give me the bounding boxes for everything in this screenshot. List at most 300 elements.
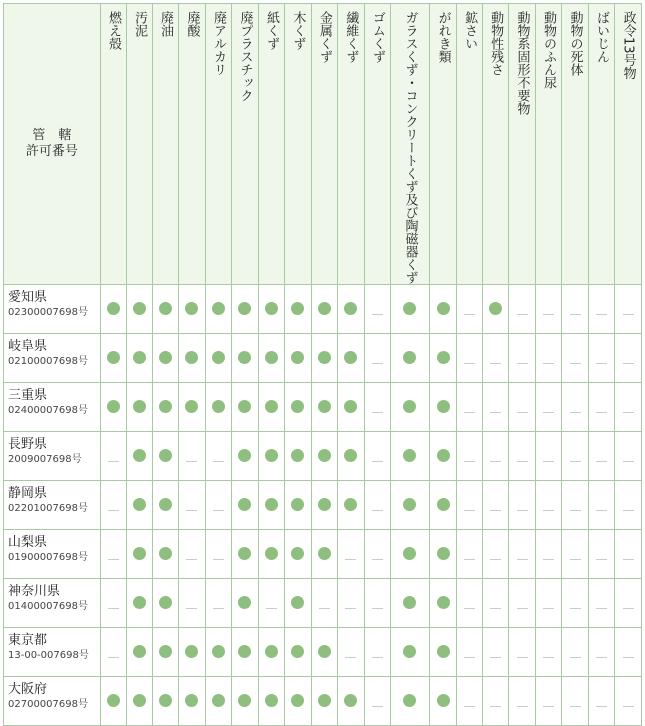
permit-status-cell: [285, 285, 311, 334]
permit-status-cell: [311, 383, 337, 432]
permitted-dot-icon: [403, 351, 416, 364]
permit-status-cell: [205, 628, 231, 677]
permit-status-cell: [179, 285, 205, 334]
permitted-dot-icon: [133, 694, 146, 707]
permit-status-cell: [482, 628, 508, 677]
permit-status-cell: [232, 334, 258, 383]
not-permitted-dash-icon: [543, 412, 554, 413]
not-permitted-dash-icon: [596, 706, 607, 707]
permit-number: 02100007698号: [8, 356, 88, 367]
permit-number: 02700007698号: [8, 699, 88, 710]
permitted-dot-icon: [212, 694, 225, 707]
permit-status-cell: [429, 677, 457, 726]
not-permitted-dash-icon: [464, 510, 475, 511]
prefecture-name: 三重県: [8, 388, 48, 403]
corner-label-permit-number: 許可番号: [25, 144, 78, 159]
permit-status-cell: [152, 530, 178, 579]
permit-status-cell: [311, 285, 337, 334]
permitted-dot-icon: [212, 351, 225, 364]
permit-status-cell: [588, 677, 614, 726]
permit-status-cell: [509, 579, 535, 628]
not-permitted-dash-icon: [570, 608, 581, 609]
category-header: [179, 4, 205, 285]
permitted-dot-icon: [265, 547, 278, 560]
table-row: [4, 481, 642, 530]
permit-status-cell: [535, 383, 561, 432]
permit-status-cell: [588, 579, 614, 628]
category-label: ばいじん: [594, 11, 609, 63]
permitted-dot-icon: [185, 351, 198, 364]
not-permitted-dash-icon: [490, 559, 501, 560]
permitted-dot-icon: [344, 351, 357, 364]
not-permitted-dash-icon: [570, 461, 581, 462]
not-permitted-dash-icon: [345, 559, 356, 560]
permit-status-cell: [535, 432, 561, 481]
permitted-dot-icon: [291, 694, 304, 707]
not-permitted-dash-icon: [570, 314, 581, 315]
permitted-dot-icon: [318, 645, 331, 658]
not-permitted-dash-icon: [623, 363, 634, 364]
permitted-dot-icon: [344, 449, 357, 462]
permit-status-cell: [285, 579, 311, 628]
permit-status-cell: [338, 481, 364, 530]
category-label: 廃油: [158, 11, 173, 37]
permitted-dot-icon: [489, 302, 502, 315]
permit-status-cell: [232, 628, 258, 677]
not-permitted-dash-icon: [213, 461, 224, 462]
not-permitted-dash-icon: [490, 706, 501, 707]
category-header: [562, 4, 588, 285]
permitted-dot-icon: [265, 302, 278, 315]
permitted-dot-icon: [403, 596, 416, 609]
not-permitted-dash-icon: [623, 608, 634, 609]
not-permitted-dash-icon: [490, 608, 501, 609]
not-permitted-dash-icon: [543, 657, 554, 658]
table-row: [4, 285, 642, 334]
permit-status-cell: [179, 432, 205, 481]
permit-status-cell: [429, 285, 457, 334]
prefecture-cell: [4, 432, 101, 481]
permit-status-cell: [509, 628, 535, 677]
permitted-dot-icon: [133, 302, 146, 315]
permit-status-cell: [285, 530, 311, 579]
not-permitted-dash-icon: [345, 657, 356, 658]
permit-status-cell: [562, 677, 588, 726]
permit-status-cell: [338, 628, 364, 677]
category-label: 政令13号物: [620, 11, 636, 80]
permitted-dot-icon: [291, 400, 304, 413]
permit-status-cell: [391, 530, 430, 579]
permit-status-cell: [338, 677, 364, 726]
not-permitted-dash-icon: [596, 461, 607, 462]
permitted-dot-icon: [344, 400, 357, 413]
not-permitted-dash-icon: [596, 314, 607, 315]
permitted-dot-icon: [159, 302, 172, 315]
not-permitted-dash-icon: [543, 608, 554, 609]
permit-status-cell: [338, 579, 364, 628]
permit-status-cell: [457, 432, 482, 481]
not-permitted-dash-icon: [543, 559, 554, 560]
permit-status-cell: [152, 628, 178, 677]
category-header: [457, 4, 482, 285]
permit-number: 01900007698号: [8, 552, 88, 563]
permitted-dot-icon: [133, 498, 146, 511]
permitted-dot-icon: [437, 645, 450, 658]
category-header: [127, 4, 152, 285]
permit-status-cell: [457, 334, 482, 383]
not-permitted-dash-icon: [372, 559, 383, 560]
not-permitted-dash-icon: [570, 706, 581, 707]
not-permitted-dash-icon: [490, 657, 501, 658]
permit-status-cell: [127, 579, 152, 628]
permit-status-cell: [100, 432, 126, 481]
category-label: 動物のふん尿: [541, 11, 557, 89]
permitted-dot-icon: [238, 498, 251, 511]
not-permitted-dash-icon: [623, 559, 634, 560]
not-permitted-dash-icon: [517, 461, 528, 462]
permitted-dot-icon: [185, 302, 198, 315]
not-permitted-dash-icon: [490, 510, 501, 511]
permit-status-cell: [338, 285, 364, 334]
permit-status-cell: [152, 481, 178, 530]
permit-status-cell: [364, 334, 390, 383]
permit-status-cell: [482, 383, 508, 432]
category-header: [285, 4, 311, 285]
permit-status-cell: [285, 383, 311, 432]
permitted-dot-icon: [159, 449, 172, 462]
not-permitted-dash-icon: [596, 363, 607, 364]
permit-status-cell: [258, 432, 284, 481]
permit-status-cell: [285, 481, 311, 530]
category-header: [258, 4, 284, 285]
permit-status-cell: [588, 530, 614, 579]
permit-status-cell: [535, 285, 561, 334]
not-permitted-dash-icon: [319, 608, 330, 609]
not-permitted-dash-icon: [464, 363, 475, 364]
category-header: [311, 4, 337, 285]
permit-status-cell: [391, 285, 430, 334]
prefecture-name: 岐阜県: [8, 339, 48, 354]
permit-status-cell: [615, 628, 642, 677]
permitted-dot-icon: [133, 547, 146, 560]
permit-status-cell: [391, 628, 430, 677]
permit-status-cell: [482, 530, 508, 579]
permit-status-cell: [364, 530, 390, 579]
permit-status-cell: [258, 677, 284, 726]
permit-status-cell: [364, 677, 390, 726]
permitted-dot-icon: [291, 498, 304, 511]
not-permitted-dash-icon: [213, 510, 224, 511]
not-permitted-dash-icon: [108, 657, 119, 658]
prefecture-name: 東京都: [8, 633, 48, 648]
permitted-dot-icon: [437, 694, 450, 707]
permitted-dot-icon: [133, 351, 146, 364]
permitted-dot-icon: [403, 449, 416, 462]
permit-status-cell: [391, 383, 430, 432]
permit-number: 13-00-007698号: [8, 650, 89, 661]
category-label: 繊維くず: [343, 11, 359, 63]
permit-status-cell: [588, 383, 614, 432]
not-permitted-dash-icon: [570, 363, 581, 364]
permit-status-cell: [457, 530, 482, 579]
permit-status-cell: [232, 383, 258, 432]
permitted-dot-icon: [318, 694, 331, 707]
permit-status-cell: [127, 677, 152, 726]
prefecture-cell: [4, 334, 101, 383]
not-permitted-dash-icon: [464, 657, 475, 658]
category-header: [391, 4, 430, 285]
permit-status-cell: [429, 432, 457, 481]
permit-status-cell: [615, 334, 642, 383]
permitted-dot-icon: [437, 400, 450, 413]
category-label: 廃酸: [184, 11, 200, 37]
permit-status-cell: [391, 481, 430, 530]
permit-status-cell: [364, 579, 390, 628]
permit-status-cell: [127, 285, 152, 334]
not-permitted-dash-icon: [464, 706, 475, 707]
not-permitted-dash-icon: [372, 314, 383, 315]
not-permitted-dash-icon: [543, 314, 554, 315]
prefecture-name: 大阪府: [8, 682, 48, 697]
permitted-dot-icon: [133, 449, 146, 462]
permitted-dot-icon: [185, 400, 198, 413]
not-permitted-dash-icon: [596, 412, 607, 413]
permitted-dot-icon: [185, 694, 198, 707]
not-permitted-dash-icon: [213, 559, 224, 560]
category-label: 動物性残さ: [488, 11, 504, 76]
permit-status-cell: [127, 383, 152, 432]
permit-status-cell: [258, 579, 284, 628]
permitted-dot-icon: [344, 498, 357, 511]
not-permitted-dash-icon: [517, 706, 528, 707]
permitted-dot-icon: [238, 400, 251, 413]
not-permitted-dash-icon: [108, 510, 119, 511]
permit-status-cell: [258, 383, 284, 432]
table-body: [4, 285, 642, 726]
permit-status-cell: [429, 530, 457, 579]
not-permitted-dash-icon: [213, 608, 224, 609]
not-permitted-dash-icon: [543, 706, 554, 707]
not-permitted-dash-icon: [543, 363, 554, 364]
permitted-dot-icon: [265, 449, 278, 462]
permit-status-cell: [127, 334, 152, 383]
not-permitted-dash-icon: [623, 510, 634, 511]
permitted-dot-icon: [318, 351, 331, 364]
permit-status-cell: [285, 334, 311, 383]
not-permitted-dash-icon: [623, 657, 634, 658]
not-permitted-dash-icon: [186, 461, 197, 462]
prefecture-name: 静岡県: [8, 486, 48, 501]
permitted-dot-icon: [291, 547, 304, 560]
permitted-dot-icon: [107, 400, 120, 413]
category-label: 木くず: [290, 11, 306, 50]
not-permitted-dash-icon: [464, 412, 475, 413]
permit-status-cell: [205, 677, 231, 726]
permit-status-cell: [232, 285, 258, 334]
permit-status-cell: [482, 285, 508, 334]
not-permitted-dash-icon: [596, 559, 607, 560]
permit-status-cell: [152, 677, 178, 726]
permitted-dot-icon: [318, 449, 331, 462]
not-permitted-dash-icon: [623, 706, 634, 707]
permit-status-cell: [588, 334, 614, 383]
permit-status-cell: [509, 677, 535, 726]
category-header: [100, 4, 126, 285]
not-permitted-dash-icon: [108, 559, 119, 560]
permitted-dot-icon: [291, 645, 304, 658]
permit-status-cell: [179, 677, 205, 726]
prefecture-cell: [4, 285, 101, 334]
permit-status-cell: [100, 628, 126, 677]
category-label: 燃え殻: [106, 11, 122, 50]
category-label: 動物系固形不要物: [514, 11, 530, 115]
permit-status-cell: [285, 432, 311, 481]
permit-status-cell: [482, 481, 508, 530]
permit-status-cell: [457, 383, 482, 432]
not-permitted-dash-icon: [490, 461, 501, 462]
category-label: 廃プラスチック: [237, 11, 253, 102]
permitted-dot-icon: [403, 498, 416, 511]
permitted-dot-icon: [318, 400, 331, 413]
not-permitted-dash-icon: [372, 363, 383, 364]
permitted-dot-icon: [133, 645, 146, 658]
corner-label-jurisdiction: 管 轄: [32, 128, 72, 143]
permit-status-cell: [232, 677, 258, 726]
not-permitted-dash-icon: [596, 657, 607, 658]
permit-status-cell: [615, 677, 642, 726]
permit-status-cell: [152, 285, 178, 334]
permitted-dot-icon: [403, 645, 416, 658]
not-permitted-dash-icon: [186, 608, 197, 609]
permit-status-cell: [311, 334, 337, 383]
category-label: 廃アルカリ: [210, 11, 226, 76]
not-permitted-dash-icon: [517, 412, 528, 413]
permitted-dot-icon: [159, 351, 172, 364]
not-permitted-dash-icon: [464, 461, 475, 462]
category-label: 動物の死体: [567, 11, 583, 76]
permit-status-cell: [179, 383, 205, 432]
category-label: がれき類: [435, 11, 451, 63]
permitted-dot-icon: [159, 596, 172, 609]
not-permitted-dash-icon: [543, 461, 554, 462]
header-row: [4, 4, 642, 285]
not-permitted-dash-icon: [517, 363, 528, 364]
not-permitted-dash-icon: [372, 510, 383, 511]
permit-status-cell: [179, 334, 205, 383]
permit-status-cell: [482, 677, 508, 726]
not-permitted-dash-icon: [372, 657, 383, 658]
table-row: [4, 628, 642, 677]
permit-status-cell: [152, 432, 178, 481]
category-header: [364, 4, 390, 285]
permit-status-cell: [562, 285, 588, 334]
permit-status-cell: [429, 628, 457, 677]
permit-status-cell: [562, 383, 588, 432]
not-permitted-dash-icon: [623, 412, 634, 413]
permit-status-cell: [311, 481, 337, 530]
permitted-dot-icon: [437, 547, 450, 560]
permit-status-cell: [615, 383, 642, 432]
permit-status-cell: [615, 285, 642, 334]
permit-status-cell: [457, 285, 482, 334]
category-label: 汚泥: [132, 11, 148, 37]
permitted-dot-icon: [212, 645, 225, 658]
permitted-dot-icon: [265, 351, 278, 364]
permit-status-cell: [509, 530, 535, 579]
permit-status-cell: [457, 481, 482, 530]
permit-status-cell: [364, 383, 390, 432]
permitted-dot-icon: [238, 351, 251, 364]
permit-number: 02300007698号: [8, 307, 88, 318]
prefecture-name: 神奈川県: [8, 584, 61, 599]
permit-status-cell: [615, 432, 642, 481]
permit-status-cell: [179, 628, 205, 677]
permit-status-cell: [509, 334, 535, 383]
permit-status-cell: [429, 579, 457, 628]
permitted-dot-icon: [212, 400, 225, 413]
permit-status-cell: [535, 677, 561, 726]
permit-status-cell: [258, 285, 284, 334]
prefecture-cell: [4, 530, 101, 579]
permitted-dot-icon: [185, 645, 198, 658]
category-header: [509, 4, 535, 285]
not-permitted-dash-icon: [517, 608, 528, 609]
category-label: ガラスくず・コンクリートくず及び陶磁器くず: [402, 11, 418, 284]
not-permitted-dash-icon: [266, 608, 277, 609]
not-permitted-dash-icon: [570, 559, 581, 560]
not-permitted-dash-icon: [543, 510, 554, 511]
permit-status-cell: [232, 530, 258, 579]
permitted-dot-icon: [403, 302, 416, 315]
permit-number: 2009007698号: [8, 454, 82, 465]
permit-status-cell: [562, 432, 588, 481]
permitted-dot-icon: [238, 449, 251, 462]
prefecture-name: 山梨県: [8, 535, 48, 550]
permitted-dot-icon: [107, 694, 120, 707]
permit-status-cell: [391, 432, 430, 481]
permitted-dot-icon: [344, 694, 357, 707]
table-row: [4, 383, 642, 432]
permit-status-cell: [100, 677, 126, 726]
permit-status-cell: [457, 579, 482, 628]
permit-status-cell: [588, 481, 614, 530]
not-permitted-dash-icon: [517, 510, 528, 511]
permitted-dot-icon: [238, 547, 251, 560]
permitted-dot-icon: [291, 449, 304, 462]
permit-status-cell: [562, 579, 588, 628]
category-header: [588, 4, 614, 285]
permit-status-cell: [429, 481, 457, 530]
permitted-dot-icon: [403, 694, 416, 707]
permitted-dot-icon: [159, 547, 172, 560]
permitted-dot-icon: [159, 645, 172, 658]
permit-status-cell: [205, 579, 231, 628]
table-row: [4, 677, 642, 726]
permit-status-cell: [535, 579, 561, 628]
not-permitted-dash-icon: [372, 706, 383, 707]
permit-status-cell: [615, 481, 642, 530]
permit-status-cell: [429, 383, 457, 432]
permitted-dot-icon: [318, 498, 331, 511]
permit-status-cell: [152, 383, 178, 432]
permitted-dot-icon: [238, 596, 251, 609]
permitted-dot-icon: [437, 302, 450, 315]
permit-status-cell: [615, 579, 642, 628]
permit-status-cell: [364, 481, 390, 530]
permit-status-cell: [205, 383, 231, 432]
permitted-dot-icon: [265, 400, 278, 413]
category-header: [232, 4, 258, 285]
